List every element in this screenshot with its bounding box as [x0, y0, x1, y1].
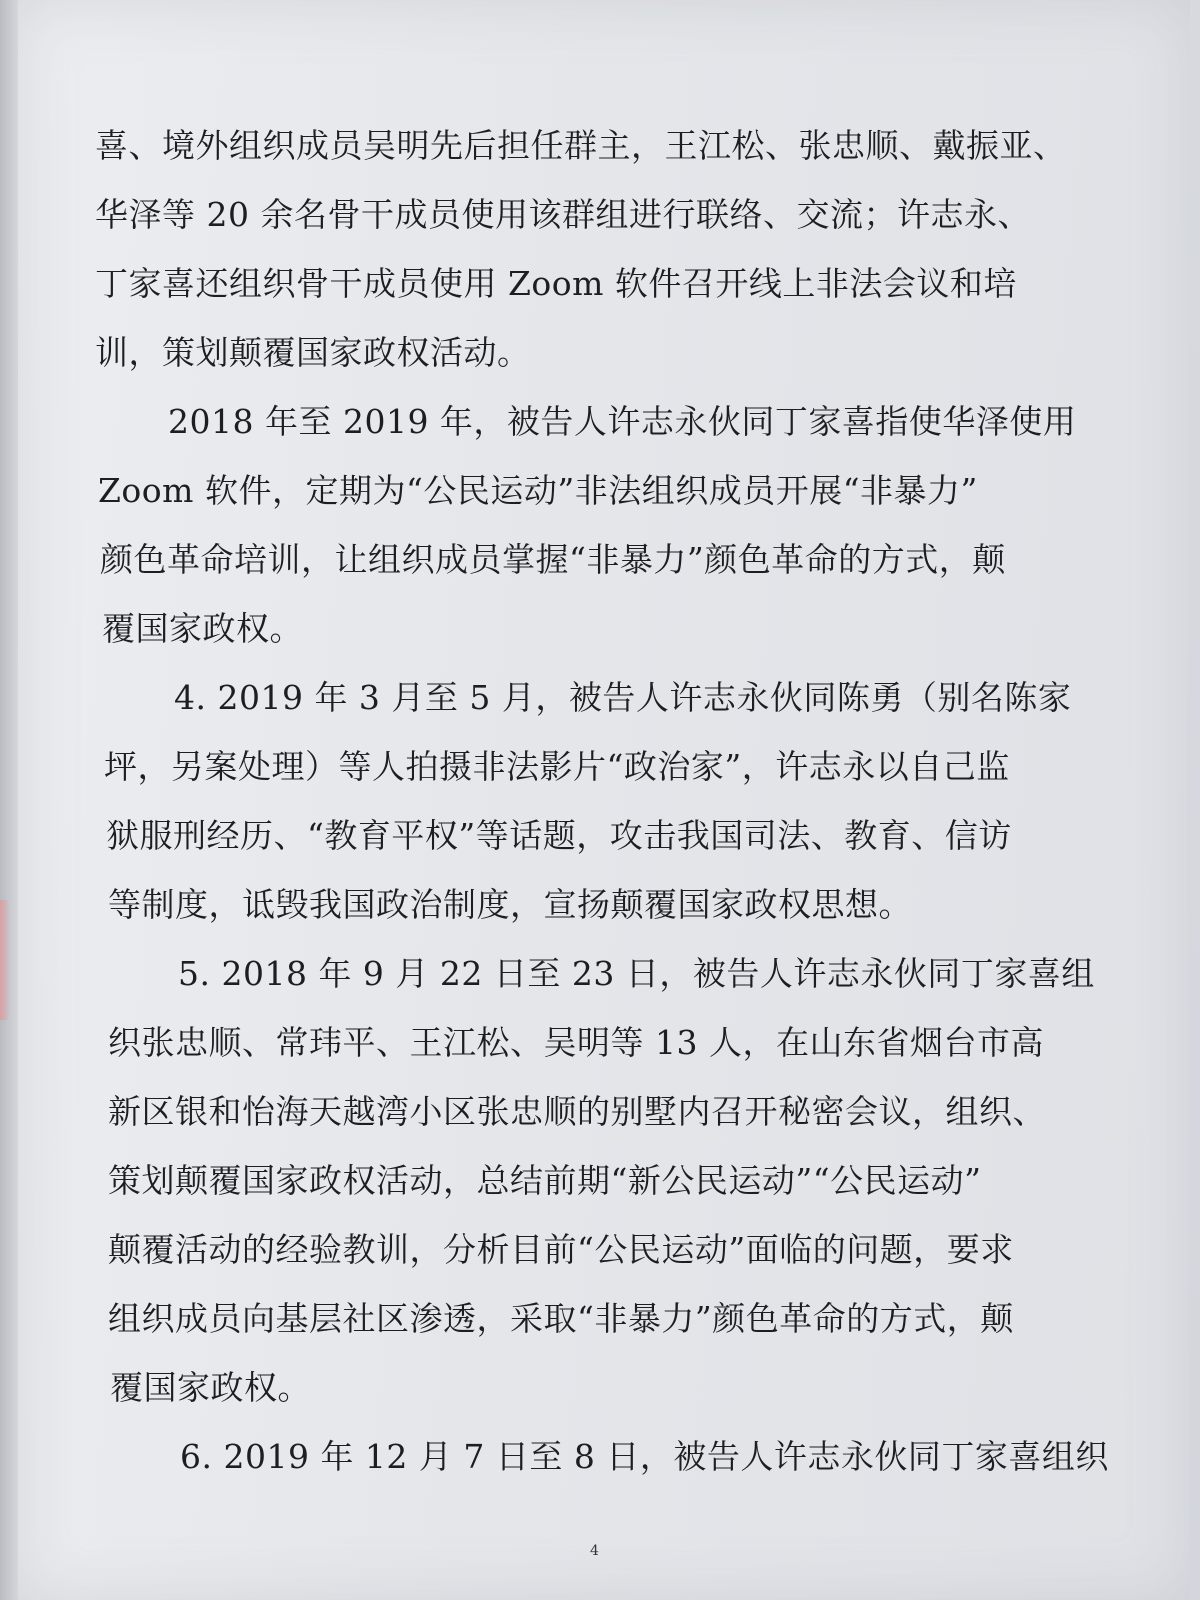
text-line: 策划颠覆国家政权活动，总结前期“新公民运动”“公民运动”	[108, 1161, 982, 1200]
document-page	[18, 0, 1190, 1600]
text-line: 训，策划颠覆国家政权活动。	[95, 333, 531, 372]
text-line: 坪，另案处理）等人拍摄非法影片“政治家”，许志永以自己监	[104, 747, 1010, 786]
text-line: 颠覆活动的经验教训，分析目前“公民运动”面临的问题，要求	[108, 1230, 1014, 1269]
text-line: 6. 2019 年 12 月 7 日至 8 日，被告人许志永伙同丁家喜组织	[180, 1437, 1109, 1476]
text-line: 织张忠顺、常玮平、王江松、吴明等 13 人，在山东省烟台市高	[108, 1023, 1044, 1062]
text-line: Zoom 软件，定期为“公民运动”非法组织成员开展“非暴力”	[98, 471, 978, 510]
text-line: 覆国家政权。	[102, 609, 303, 648]
text-line: 华泽等 20 余名骨干成员使用该群组进行联络、交流；许志永、	[95, 195, 1031, 234]
text-line: 2018 年至 2019 年，被告人许志永伙同丁家喜指使华泽使用	[168, 402, 1077, 441]
text-line: 丁家喜还组织骨干成员使用 Zoom 软件召开线上非法会议和培	[95, 264, 1017, 303]
binding-tint	[0, 900, 10, 1020]
text-line: 等制度，诋毁我国政治制度，宣扬颠覆国家政权思想。	[108, 885, 912, 924]
text-line: 覆国家政权。	[110, 1368, 311, 1407]
text-line: 新区银和怡海天越湾小区张忠顺的别墅内召开秘密会议，组织、	[108, 1092, 1046, 1131]
text-line: 4. 2019 年 3 月至 5 月，被告人许志永伙同陈勇（别名陈家	[174, 678, 1072, 717]
text-line: 喜、境外组织成员吴明先后担任群主，王江松、张忠顺、戴振亚、	[95, 126, 1067, 165]
text-line: 颜色革命培训，让组织成员掌握“非暴力”颜色革命的方式，颠	[100, 540, 1006, 579]
text-line: 组织成员向基层社区渗透，采取“非暴力”颜色革命的方式，颠	[108, 1299, 1014, 1338]
text-line: 狱服刑经历、“教育平权”等话题，攻击我国司法、教育、信访	[106, 816, 1012, 855]
binding-edge	[0, 0, 18, 1600]
page-number: 4	[590, 1543, 599, 1559]
text-line: 5. 2018 年 9 月 22 日至 23 日，被告人许志永伙同丁家喜组	[178, 954, 1095, 993]
